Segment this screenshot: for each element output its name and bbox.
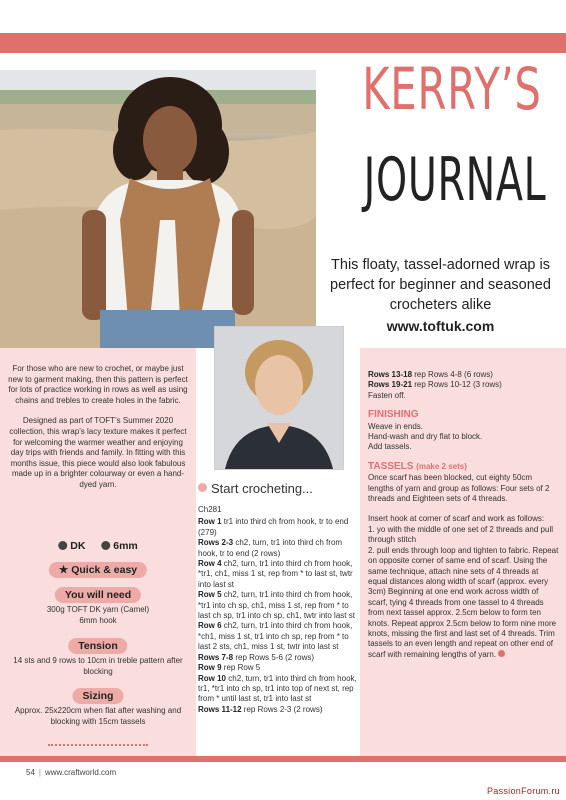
pattern-row: Row 10 ch2, turn, tr1 into third ch from hook, tr1, *tr1 into ch sp, tr1 into top of next st, rep from * until last st, tr1 into last st bbox=[198, 673, 357, 704]
tension-text bbox=[0, 656, 196, 677]
you-will-need-title: You will need bbox=[55, 587, 141, 603]
tassels-step-1: 1. yo with the middle of one set of 2 threads and pull through stitch bbox=[368, 524, 554, 545]
finishing-line: Add tassels. bbox=[368, 442, 412, 452]
model-photo bbox=[0, 70, 316, 348]
title-kerrys: KERRY’S bbox=[362, 55, 542, 123]
pattern-row: Row 1 tr1 into third ch from hook, tr to end (279) bbox=[198, 517, 349, 537]
finishing-line: Hand-wash and dry flat to block. bbox=[368, 432, 483, 442]
yarn-ball-icon bbox=[58, 541, 67, 550]
standfirst: This floaty, tassel-adorned wrap is perfect for beginner and seasoned crocheters alike bbox=[330, 257, 551, 313]
pattern-row: Ch281 bbox=[198, 505, 222, 514]
bottom-accent-band bbox=[0, 756, 566, 762]
pattern-row: Fasten off. bbox=[368, 390, 406, 400]
hook-icon bbox=[101, 541, 110, 550]
you-will-need-body: 300g TOFT DK yarn (Camel) 6mm hook bbox=[46, 605, 150, 625]
sizing-title: Sizing bbox=[73, 688, 124, 704]
tassels-step-2: 2. pull ends through loop and tighten to fabric. Repeat on opposite corner of same end of scarf. Using the same technique, attach nine sets of 4 threads at equal distances along width of scarf (approx. every 3cm) Beginning at one end work across width of scarf, tying 4 threads from one tassel to 4 threads from next tassel approx. 2.5cm below to form ten knots. Repeat approx 2.5cm below to form nine more knots, missing the first and last set of 4 threads. Trim tassels to an even length and repeat on other end of scarf with remaining lengths of yarn. bbox=[368, 545, 559, 659]
you-will-need-text bbox=[0, 605, 196, 626]
tassels-para-2: Insert hook at corner of scarf and work as follows: bbox=[368, 514, 545, 524]
start-crocheting-heading bbox=[198, 481, 313, 496]
hook-label: 6mm bbox=[113, 540, 138, 552]
intro-paragraph-2: Designed as part of TOFT’s Summer 2020 collection, this wrap’s lacy texture makes it perfect for welcoming the warmer weather and enjoying day trips with friends and family. In fitting with this months issue, this piece would also look fabulous made up in a brighter colourway or even a hand-dyed yarn. bbox=[9, 416, 187, 489]
star-icon: ★ bbox=[58, 564, 72, 576]
bullet-dot-icon bbox=[198, 483, 207, 492]
tassels-heading: TASSELS (make 2 sets) bbox=[368, 460, 467, 472]
finishing-line: Weave in ends. bbox=[368, 421, 423, 431]
level-pill bbox=[49, 562, 147, 578]
footer-site-link[interactable]: www.craftworld.com bbox=[44, 768, 117, 777]
finishing-column bbox=[368, 370, 560, 660]
watermark: PassionForum.ru bbox=[486, 786, 560, 796]
pattern-row: Row 9 rep Row 5 bbox=[198, 663, 261, 673]
pattern-rows-column bbox=[198, 505, 358, 715]
specs-column bbox=[0, 348, 196, 756]
weight-hook-row bbox=[48, 538, 148, 554]
sizing-body: Approx. 25x220cm when flat after washing and blocking with 15cm tassels bbox=[14, 706, 182, 726]
start-heading-text: Start crocheting... bbox=[211, 481, 313, 496]
pattern-row: Rows 13-18 rep Rows 4-8 (6 rows) bbox=[368, 370, 493, 379]
tassels-subheading: (make 2 sets) bbox=[416, 461, 467, 471]
intro-paragraph-1: For those who are new to crochet, or maybe just new to garment making, then this pattern is perfect for lots of practice working in rows as well as using chains and trebles to create holes in the fabric. bbox=[8, 364, 188, 405]
pattern-row: Row 4 ch2, turn, tr1 into third ch from hook, *tr1, ch1, miss 1 st, rep from * to last st, twtr into last st bbox=[198, 559, 353, 589]
pattern-row: Row 5 ch2, turn, tr1 into third ch from hook, *tr1 into ch sp, ch1, miss 1 st, rep from * to last ch sp, tr1 into ch sp, ch1, twtr into last st bbox=[198, 590, 355, 621]
level-label: Quick & easy bbox=[71, 564, 138, 576]
pattern-row: Rows 11-12 rep Rows 2-3 (2 rows) bbox=[198, 704, 323, 714]
end-mark-icon bbox=[498, 650, 505, 657]
finishing-heading: FINISHING bbox=[368, 409, 419, 421]
website-link[interactable]: www.toftuk.com bbox=[386, 318, 495, 334]
dotted-divider bbox=[48, 744, 148, 746]
tassels-para-1: Once scarf has been blocked, cut eighty 50cm lengths of yarn and group as follows: Four sets of 2 threads and Eighteen sets of 4 threads. bbox=[368, 473, 550, 504]
tension-body: 14 sts and 9 rows to 10cm in treble pattern after blocking bbox=[13, 656, 183, 676]
weight-label: DK bbox=[70, 540, 86, 552]
title-journal: JOURNAL bbox=[363, 145, 547, 215]
pattern-row: Row 6 ch2, turn, tr1 into third ch from hook, *ch1, miss 1 st, tr1 into ch sp, rep from * to last 2 sts, ch1, miss 1 st, twtr into last st bbox=[198, 621, 353, 652]
pattern-row: Rows 7-8 rep Rows 5-6 (2 rows) bbox=[198, 652, 315, 662]
page-number: 54 bbox=[26, 768, 35, 777]
pattern-row: Rows 19-21 rep Rows 10-12 (3 rows) bbox=[368, 380, 502, 390]
page-footer: 54 | www.craftworld.com bbox=[26, 768, 117, 777]
sizing-text bbox=[0, 706, 196, 727]
tension-title: Tension bbox=[68, 638, 127, 654]
top-accent-band bbox=[0, 33, 566, 53]
pattern-row: Rows 2-3 ch2, turn, tr1 into third ch from hook, tr to end (2 rows) bbox=[198, 538, 343, 558]
designer-portrait bbox=[215, 327, 343, 469]
